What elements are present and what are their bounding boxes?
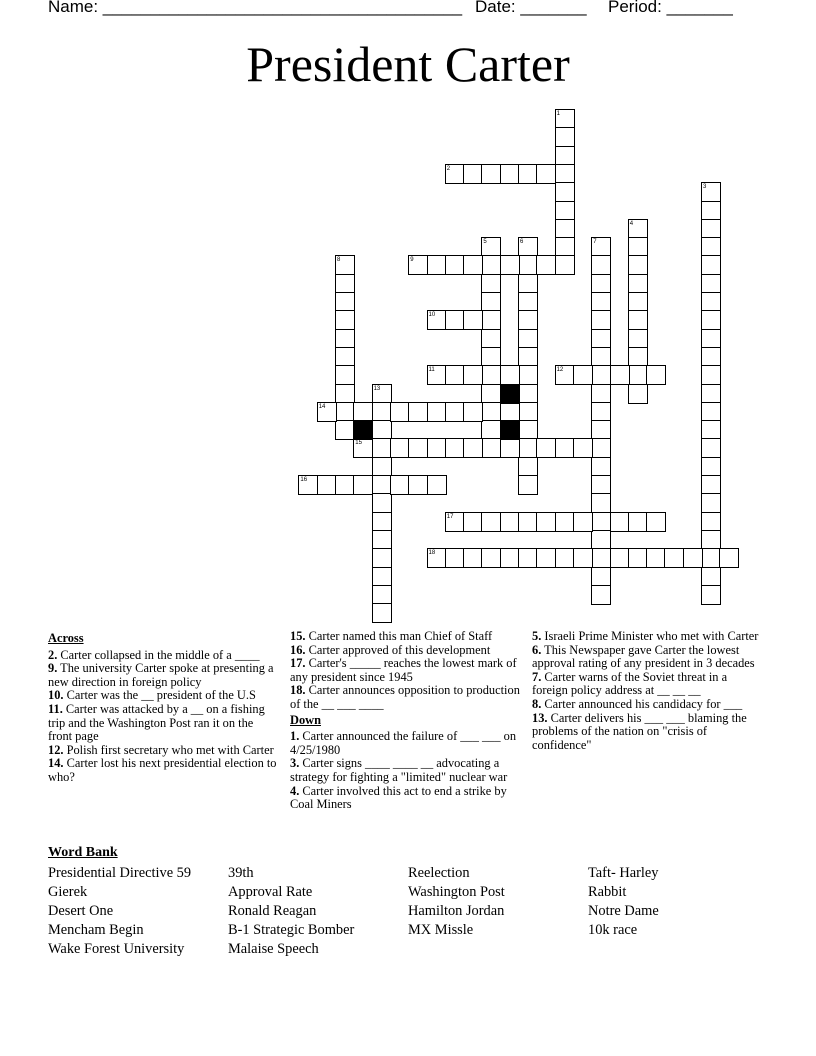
grid-cell[interactable] (518, 347, 538, 367)
grid-cell[interactable] (500, 402, 520, 422)
grid-cell[interactable] (518, 402, 538, 422)
grid-cell[interactable] (573, 512, 593, 532)
word-bank-column (408, 864, 588, 940)
grid-cell[interactable] (335, 292, 355, 312)
clue: 6. This Newspaper gave Carter the lowest approval rating of any president in 3 decades (532, 642, 755, 671)
grid-cell[interactable] (628, 274, 648, 294)
word-bank (48, 864, 768, 964)
word-bank-item: Reelection (408, 865, 470, 881)
grid-cell[interactable] (701, 420, 721, 440)
grid-cell[interactable] (372, 548, 392, 568)
grid-cell[interactable] (701, 292, 721, 312)
grid-cell[interactable] (536, 548, 556, 568)
grid-cell[interactable] (591, 585, 611, 605)
clue: 8. Carter announced his candidacy for ___ (532, 696, 743, 711)
grid-cell[interactable] (555, 164, 575, 184)
grid-cell[interactable] (591, 329, 611, 349)
grid-cell[interactable] (481, 274, 501, 294)
grid-cell[interactable] (335, 402, 355, 422)
word-bank-title: Word Bank (48, 845, 118, 860)
grid-cell[interactable] (536, 164, 556, 184)
grid-cell[interactable] (445, 255, 465, 275)
clue-number: 4 (629, 220, 634, 227)
grid-cell[interactable] (372, 420, 392, 440)
grid-cell[interactable] (573, 438, 593, 458)
grid-cell[interactable] (701, 512, 721, 532)
grid-cell[interactable] (701, 402, 721, 422)
grid-cell[interactable] (591, 347, 611, 367)
grid-cell[interactable] (591, 530, 611, 550)
grid-cell[interactable] (390, 475, 410, 495)
clue-number: 18 (428, 550, 436, 557)
word-bank-column (228, 864, 408, 959)
word-bank-item: Taft- Harley (588, 865, 659, 881)
clue: 11. Carter was attacked by a __ on a fishing trip and the Washington Post ran it on the front page (48, 701, 265, 744)
grid-cell[interactable] (518, 255, 538, 275)
grid-cell[interactable] (408, 438, 428, 458)
grid-cell[interactable] (555, 182, 575, 202)
grid-cell[interactable] (701, 567, 721, 587)
grid-cell[interactable] (646, 512, 666, 532)
grid-cell[interactable] (555, 512, 575, 532)
grid-cell[interactable] (646, 548, 666, 568)
clue: 14. Carter lost his next presidential election to who? (48, 756, 277, 784)
grid-cell[interactable] (555, 127, 575, 147)
grid-cell[interactable] (500, 512, 520, 532)
grid-cell[interactable] (372, 475, 392, 495)
grid-cell[interactable] (555, 201, 575, 221)
word-bank-item: Wake Forest University (48, 941, 185, 957)
grid-cell[interactable] (463, 438, 483, 458)
word-bank-item: Approval Rate (228, 884, 313, 900)
clues-column-3 (532, 630, 762, 752)
grid-cell[interactable] (335, 420, 355, 440)
grid-cell[interactable] (591, 310, 611, 330)
grid-cell[interactable] (481, 512, 501, 532)
clue-number: 15 (355, 440, 362, 447)
grid-cell[interactable] (591, 292, 611, 312)
word-bank-item: Desert One (48, 903, 114, 919)
grid-cell[interactable] (372, 438, 392, 458)
grid-cell[interactable] (372, 512, 392, 532)
grid-cell[interactable] (701, 365, 721, 385)
word-bank-item: B-1 Strategic Bomber (228, 922, 355, 938)
word-bank-item: Hamilton Jordan (408, 903, 505, 919)
grid-cell[interactable] (353, 402, 373, 422)
grid-cell[interactable] (701, 219, 721, 239)
black-cell (353, 420, 373, 440)
grid-cell[interactable] (701, 274, 721, 294)
grid-cell[interactable] (628, 329, 648, 349)
grid-cell[interactable] (481, 365, 501, 385)
grid-cell[interactable] (317, 475, 337, 495)
grid-cell[interactable] (500, 164, 520, 184)
word-bank-item: Presidential Directive 59 (48, 865, 192, 881)
word-bank-column (588, 864, 768, 940)
grid-cell[interactable] (427, 255, 447, 275)
grid-cell[interactable] (463, 402, 483, 422)
grid-cell[interactable] (372, 567, 392, 587)
period-field[interactable]: Period: _______ (608, 0, 733, 16)
grid-cell[interactable] (518, 438, 538, 458)
grid-cell[interactable] (628, 548, 648, 568)
grid-cell[interactable] (463, 365, 483, 385)
grid-cell[interactable] (701, 237, 721, 257)
grid-cell[interactable] (372, 493, 392, 513)
grid-cell[interactable] (536, 438, 556, 458)
grid-cell[interactable] (445, 548, 465, 568)
grid-cell[interactable] (591, 402, 611, 422)
grid-cell[interactable] (481, 384, 501, 404)
clue-number: 13 (373, 385, 381, 392)
grid-cell[interactable] (463, 310, 483, 330)
clue-number: 17 (446, 513, 454, 520)
grid-cell[interactable] (701, 329, 721, 349)
grid-cell[interactable] (701, 530, 721, 550)
grid-cell[interactable] (408, 475, 428, 495)
black-cell (500, 420, 520, 440)
grid-cell[interactable] (591, 255, 611, 275)
grid-cell[interactable] (701, 457, 721, 477)
clue-number: 2 (446, 165, 451, 172)
grid-cell[interactable] (335, 365, 355, 385)
grid-cell[interactable] (481, 164, 501, 184)
grid-cell[interactable] (518, 329, 538, 349)
grid-cell[interactable] (463, 255, 483, 275)
grid-cell[interactable] (591, 493, 611, 513)
grid-cell[interactable] (701, 310, 721, 330)
grid-cell[interactable] (518, 384, 538, 404)
grid-cell[interactable] (372, 457, 392, 477)
clue: 13. Carter delivers his ___ ___ blaming the problems of the nation on "crisis of confidence" (532, 710, 747, 752)
grid-cell[interactable] (518, 475, 538, 495)
clue-number: 6 (520, 239, 524, 246)
across-heading: Across (48, 631, 84, 645)
grid-cell[interactable] (591, 512, 611, 532)
grid-cell[interactable] (372, 603, 392, 623)
clue: 12. Polish first secretary who met with Carter (48, 742, 274, 757)
clue-number: 3 (703, 184, 707, 191)
clue-number: 14 (318, 403, 326, 410)
page-title: President Carter (246, 36, 570, 92)
grid-cell[interactable] (610, 548, 630, 568)
word-bank-item: Rabbit (588, 884, 627, 900)
grid-cell[interactable] (427, 438, 447, 458)
clue: 4. Carter involved this act to end a strike by Coal Miners (290, 783, 507, 812)
clue: 16. Carter approved of this development (290, 642, 491, 657)
grid-cell[interactable] (591, 567, 611, 587)
clue: 10. Carter was the __ president of the U.S (48, 688, 256, 703)
clue: 18. Carter announces opposition to production of the __ ___ ____ (290, 683, 520, 711)
grid-cell[interactable] (390, 402, 410, 422)
grid-cell[interactable] (555, 146, 575, 166)
word-bank-item: 39th (228, 865, 254, 881)
grid-cell[interactable] (591, 457, 611, 477)
grid-cell[interactable] (335, 310, 355, 330)
black-cell (500, 384, 520, 404)
grid-cell[interactable] (463, 512, 483, 532)
clues-column-2 (290, 630, 520, 812)
grid-cell[interactable] (518, 548, 538, 568)
grid-cell[interactable] (372, 402, 392, 422)
clue-number: 8 (337, 257, 341, 264)
grid-cell[interactable] (591, 384, 611, 404)
word-bank-column (48, 864, 228, 959)
grid-cell[interactable] (445, 365, 465, 385)
grid-cell[interactable] (481, 548, 501, 568)
grid-cell[interactable] (573, 548, 593, 568)
grid-cell[interactable] (518, 365, 538, 385)
clue-number: 10 (428, 312, 436, 319)
grid-cell[interactable] (481, 420, 501, 440)
grid-cell[interactable] (372, 585, 392, 605)
grid-cell[interactable] (683, 548, 703, 568)
grid-cell[interactable] (481, 292, 501, 312)
grid-cell[interactable] (628, 255, 648, 275)
clue: 3. Carter signs ____ ____ __ advocating a strategy for fighting a "limited" nuclear war (290, 756, 508, 784)
grid-cell[interactable] (628, 310, 648, 330)
grid-cell[interactable] (481, 402, 501, 422)
grid-cell[interactable] (664, 548, 684, 568)
grid-cell[interactable] (445, 402, 465, 422)
grid-cell[interactable] (591, 274, 611, 294)
grid-cell[interactable] (555, 548, 575, 568)
clue-number: 1 (556, 111, 560, 117)
grid-cell[interactable] (481, 438, 501, 458)
grid-cell[interactable] (481, 329, 501, 349)
grid-cell[interactable] (701, 201, 721, 221)
clue-number: 5 (483, 239, 487, 246)
grid-cell[interactable] (591, 548, 611, 568)
grid-cell[interactable] (573, 365, 593, 385)
grid-cell[interactable] (445, 438, 465, 458)
clue: 1. Carter announced the failure of ___ ___ on 4/25/1980 (290, 729, 517, 757)
grid-cell[interactable] (628, 384, 648, 404)
grid-cell[interactable] (591, 438, 611, 458)
grid-cell[interactable] (701, 384, 721, 404)
word-bank-item: 10k race (588, 922, 638, 938)
grid-cell[interactable] (628, 365, 648, 385)
grid-cell[interactable] (335, 347, 355, 367)
grid-cell[interactable] (518, 512, 538, 532)
clue: 7. Carter warns of the Soviet threat in a foreign policy address at __ __ __ (532, 669, 728, 698)
grid-cell[interactable] (518, 457, 538, 477)
grid-cell[interactable] (335, 475, 355, 495)
grid-cell[interactable] (610, 512, 630, 532)
grid-cell[interactable] (372, 530, 392, 550)
grid-cell[interactable] (555, 237, 575, 257)
grid-cell[interactable] (628, 512, 648, 532)
word-bank-item: Notre Dame (588, 903, 659, 919)
clue: 17. Carter's _____ reaches the lowest mark of any president since 1945 (290, 656, 517, 684)
grid-cell[interactable] (628, 292, 648, 312)
grid-cell[interactable] (500, 365, 520, 385)
grid-cell[interactable] (463, 548, 483, 568)
grid-cell[interactable] (408, 402, 428, 422)
grid-cell[interactable] (701, 475, 721, 495)
grid-cell[interactable] (481, 255, 501, 275)
grid-cell[interactable] (591, 365, 611, 385)
grid-cell[interactable] (610, 365, 630, 385)
clue: 9. The university Carter spoke at presenting a new direction in foreign policy (48, 661, 274, 689)
grid-cell[interactable] (701, 255, 721, 275)
grid-cell[interactable] (518, 310, 538, 330)
grid-cell[interactable] (591, 420, 611, 440)
grid-cell[interactable] (518, 420, 538, 440)
grid-cell[interactable] (536, 512, 556, 532)
grid-cell[interactable] (335, 274, 355, 294)
grid-cell[interactable] (445, 310, 465, 330)
grid-cell[interactable] (555, 219, 575, 239)
grid-cell[interactable] (628, 237, 648, 257)
grid-cell[interactable] (701, 493, 721, 513)
clue-number: 16 (300, 477, 308, 483)
word-bank-item: Gierek (48, 884, 88, 900)
word-bank-item: Ronald Reagan (228, 903, 317, 919)
grid-cell[interactable] (427, 475, 447, 495)
grid-cell[interactable] (500, 548, 520, 568)
grid-cell[interactable] (646, 365, 666, 385)
clue-number: 11 (428, 367, 435, 374)
grid-cell[interactable] (481, 347, 501, 367)
grid-cell[interactable] (335, 329, 355, 349)
grid-cell[interactable] (390, 438, 410, 458)
grid-cell[interactable] (701, 548, 721, 568)
word-bank-item: MX Missle (408, 922, 474, 938)
name-field[interactable]: Name: ______________________________________ (48, 0, 463, 16)
clue-number: 7 (593, 239, 597, 246)
grid-cell[interactable] (536, 255, 556, 275)
grid-cell[interactable] (701, 347, 721, 367)
word-bank-item: Mencham Begin (48, 922, 144, 938)
grid-cell[interactable] (591, 475, 611, 495)
grid-cell[interactable] (518, 164, 538, 184)
grid-cell[interactable] (335, 384, 355, 404)
clues-column-1 (48, 630, 278, 785)
clue: 2. Carter collapsed in the middle of a ____ (48, 647, 260, 662)
grid-cell[interactable] (518, 292, 538, 312)
grid-cell[interactable] (463, 164, 483, 184)
grid-cell[interactable] (353, 475, 373, 495)
down-heading: Down (290, 712, 321, 727)
grid-cell[interactable] (481, 310, 501, 330)
grid-cell[interactable] (518, 274, 538, 294)
date-field[interactable]: Date: _______ (475, 0, 587, 16)
grid-cell[interactable] (500, 255, 520, 275)
clue-number: 9 (410, 257, 414, 264)
grid-cell[interactable] (555, 255, 575, 275)
grid-cell[interactable] (701, 438, 721, 458)
grid-cell[interactable] (628, 347, 648, 367)
grid-cell[interactable] (555, 438, 575, 458)
word-bank-item: Washington Post (408, 884, 505, 900)
word-bank-item: Malaise Speech (228, 941, 319, 957)
grid-cell[interactable] (427, 402, 447, 422)
clue: 15. Carter named this man Chief of Staff (290, 629, 493, 643)
grid-cell[interactable] (719, 548, 739, 568)
grid-cell[interactable] (500, 438, 520, 458)
clue: 5. Israeli Prime Minister who met with Carter (532, 629, 759, 643)
grid-cell[interactable] (701, 585, 721, 605)
clue-number: 12 (556, 367, 564, 374)
